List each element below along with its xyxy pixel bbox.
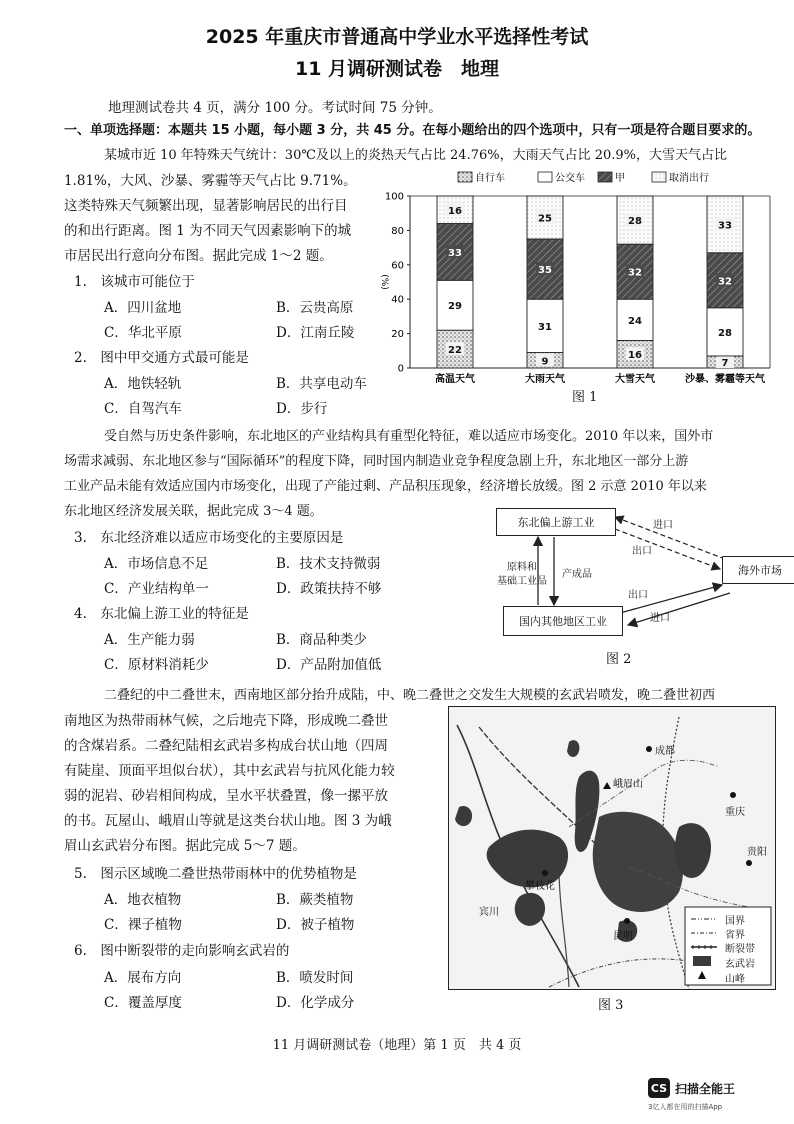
- passage3-line3: 的含煤岩系。二叠纪陆相玄武岩多构成台状山地（四周: [64, 738, 388, 754]
- passage3-line7: 眉山玄武岩分布图。据此完成 5～7 题。: [64, 838, 306, 854]
- q3-option-c: C．产业结构单一: [104, 581, 209, 597]
- q6-option-d: D．化学成分: [276, 995, 355, 1011]
- passage1-line1: 某城市近 10 年特殊天气统计：30℃及以上的炎热天气占比 24.76%，大雨天气占比 20.9%，大雪天气占比: [104, 148, 728, 163]
- city-dot-guiyang: [746, 860, 752, 866]
- q6-stem: 6. 图中断裂带的走向影响玄武岩的: [74, 943, 290, 959]
- label-export-bottom: 出口: [628, 590, 648, 601]
- passage2-line4: 东北地区经济发展关联，据此完成 3～4 题。: [64, 504, 323, 519]
- passage3-line6: 的书。瓦屋山、峨眉山等就是这类台状山地。图 3 为峨: [64, 813, 392, 829]
- bar-value-label: 28: [718, 327, 732, 339]
- box-domestic-other-industry: 国内其他地区工业: [503, 606, 623, 636]
- q1-stem: 1. 该城市可能位于: [74, 274, 195, 290]
- box-northeast-upstream-industry: 东北偏上游工业: [496, 508, 616, 536]
- q1-option-a: A．四川盆地: [104, 300, 182, 316]
- q3-stem: 3. 东北经济难以适应市场变化的主要原因是: [74, 530, 344, 546]
- bar-value-label: 35: [538, 265, 552, 277]
- label-import-top: 进口: [653, 520, 673, 531]
- y-tick-label: 80: [391, 225, 404, 237]
- bar-value-label: 33: [718, 220, 732, 232]
- bar-value-label: 25: [538, 213, 552, 225]
- bar-value-label: 29: [448, 301, 462, 313]
- q6-option-b: B．喷发时间: [276, 970, 354, 986]
- y-tick-label: 0: [397, 363, 404, 375]
- q5-option-a: A．地衣植物: [104, 892, 182, 908]
- figure3-caption: 图 3: [598, 998, 624, 1013]
- figure2-caption: 图 2: [606, 652, 632, 667]
- legend-swatch: [598, 172, 612, 182]
- q2-option-c: C．自驾汽车: [104, 401, 182, 417]
- y-axis-label: (%): [379, 274, 389, 290]
- arrow-export-top: [615, 529, 720, 569]
- y-tick-label: 100: [384, 191, 404, 203]
- q2-option-b: B．共享电动车: [276, 376, 367, 392]
- legend-label: 公交车: [555, 173, 585, 184]
- page-footer: 11 月调研测试卷（地理）第 1 页 共 4 页: [272, 1038, 522, 1053]
- passage2-line1: 受自然与历史条件影响，东北地区的产业结构具有重型化特征，难以适应市场变化。2010 年以来，国外市: [104, 429, 714, 444]
- q1-option-c: C．华北平原: [104, 325, 182, 341]
- passage3-line4: 有陡崖、顶面平坦似台状），其中玄武岩与抗风化能力较: [64, 763, 395, 779]
- legend-swatch: [538, 172, 552, 182]
- bar-value-label: 32: [628, 267, 642, 279]
- map-label-kunming: 昆明: [613, 931, 633, 942]
- q4-option-a: A．生产能力弱: [104, 632, 195, 648]
- label-import-bottom: 进口: [650, 613, 670, 624]
- legend-label: 取消出行: [669, 173, 709, 184]
- q5-option-b: B．蕨类植物: [276, 892, 354, 908]
- city-dot-chengdu: [646, 746, 652, 752]
- figure1-stacked-bar-chart: [370, 168, 780, 413]
- x-category-label: 大雪天气: [615, 374, 655, 385]
- bar-value-label: 22: [448, 345, 462, 357]
- bar-value-label: 16: [628, 350, 642, 362]
- q1-option-b: B．云贵高原: [276, 300, 354, 316]
- bar-value-label: 31: [538, 321, 552, 333]
- x-category-label: 高温天气: [435, 374, 475, 385]
- bar-value-label: 32: [718, 276, 732, 288]
- passage3-line2: 南地区为热带雨林气候，之后地壳下降，形成晚二叠世: [64, 713, 388, 729]
- scanner-watermark: [648, 1076, 788, 1116]
- legend-basalt: 玄武岩: [725, 959, 755, 970]
- figure1-caption: 图 1: [572, 390, 598, 405]
- map-label-chongqing: 重庆: [725, 807, 745, 818]
- bar-value-label: 28: [628, 216, 642, 228]
- city-dot-kunming: [624, 918, 630, 924]
- legend-swatch: [458, 172, 472, 182]
- x-category-label: 大雨天气: [525, 374, 565, 385]
- q6-option-c: C．覆盖厚度: [104, 995, 182, 1011]
- q5-option-c: C．裸子植物: [104, 917, 182, 933]
- passage1-line2: 1.81%，大风、沙暴、雾霾等天气占比 9.71%。: [64, 173, 357, 189]
- y-tick-label: 60: [391, 260, 404, 272]
- q3-option-d: D．政策扶持不够: [276, 581, 382, 597]
- bar-value-label: 16: [448, 205, 462, 217]
- exam-intro: 地理测试卷共 4 页，满分 100 分。考试时间 75 分钟。: [108, 100, 442, 116]
- label-finished-products: 产成品: [562, 569, 592, 580]
- map-label-binchuan: 宾川: [479, 907, 499, 918]
- city-dot-panzhihua: [542, 870, 548, 876]
- legend-label: 甲: [615, 173, 625, 184]
- q5-option-d: D．被子植物: [276, 917, 355, 933]
- map-label-chengdu: 成都: [655, 746, 675, 757]
- q6-option-a: A．展布方向: [104, 970, 182, 986]
- q2-option-a: A．地铁轻轨: [104, 376, 182, 392]
- figure3-map: [448, 706, 776, 990]
- q3-option-a: A．市场信息不足: [104, 556, 209, 572]
- map-label-guiyang: 贵阳: [747, 847, 767, 858]
- box-overseas-market: 海外市场: [722, 556, 794, 584]
- q5-stem: 5. 图示区域晚二叠世热带雨林中的优势植物是: [74, 866, 357, 882]
- legend-label: 自行车: [475, 173, 505, 184]
- q4-option-b: B．商品种类少: [276, 632, 367, 648]
- bar-value-label: 33: [448, 247, 462, 259]
- passage3-line5: 弱的泥岩、砂岩相间构成，呈水平状叠置，像一摞平放: [64, 788, 388, 804]
- legend-national-border: 国界: [725, 916, 745, 927]
- legend-fault: 断裂带: [725, 944, 755, 955]
- bar-value-label: 24: [628, 315, 642, 327]
- label-raw-materials-1: 原料和: [507, 562, 537, 573]
- q1-option-d: D．江南丘陵: [276, 325, 355, 341]
- exam-subtitle: 11 月调研测试卷 地理: [294, 58, 500, 80]
- section-heading: 一、单项选择题：本题共 15 小题，每小题 3 分，共 45 分。在每小题给出的四个选项中，只有一项是符合题目要求的。: [64, 123, 761, 138]
- q4-option-d: D．产品附加值低: [276, 657, 382, 673]
- q2-option-d: D．步行: [276, 401, 328, 417]
- passage1-line3: 这类特殊天气频繁出现，显著影响居民的出行目: [64, 198, 348, 214]
- y-tick-label: 40: [391, 294, 404, 306]
- q4-option-c: C．原材料消耗少: [104, 657, 209, 673]
- passage2-line3: 工业产品未能有效适应国内市场变化，出现了产能过剩、产品积压现象，经济增长放缓。图 2 示意 2010 年以来: [64, 479, 707, 494]
- label-raw-materials-2: 基础工业品: [497, 576, 547, 587]
- q4-stem: 4. 东北偏上游工业的特征是: [74, 606, 249, 622]
- scanner-sub: 3亿人都在用的扫描App: [648, 1103, 723, 1111]
- passage2-line2: 场需求减弱、东北地区参与“国际循环”的程度下降，同时国内制造业竞争程度急剧上升，东北地区一部分上游: [64, 454, 689, 469]
- bar-value-label: 7: [721, 357, 729, 369]
- passage1-line4: 的和出行距离。图 1 为不同天气因素影响下的城: [64, 223, 352, 239]
- bar-value-label: 9: [541, 356, 549, 368]
- q3-option-b: B．技术支持微弱: [276, 556, 381, 572]
- scanner-logo: CS: [648, 1078, 670, 1098]
- passage3-line1: 二叠纪的中二叠世末，西南地区部分抬升成陆，中、晚二叠世之交发生大规模的玄武岩喷发，晚二叠世初西: [104, 688, 716, 703]
- passage1-line5: 市居民出行意向分布图。据此完成 1～2 题。: [64, 248, 333, 264]
- map-label-panzhihua: 攀枝花: [525, 881, 555, 892]
- legend-peak: 山峰: [725, 974, 745, 985]
- exam-title: 2025 年重庆市普通高中学业水平选择性考试: [205, 26, 589, 48]
- x-category-label: 沙暴、雾霾等天气: [685, 374, 765, 385]
- map-label-emeishan: 峨眉山: [613, 779, 643, 790]
- city-dot-chongqing: [730, 792, 736, 798]
- scanner-name: 扫描全能王: [675, 1082, 736, 1096]
- legend-swatch: [652, 172, 666, 182]
- y-tick-label: 20: [391, 329, 404, 341]
- label-export-top: 出口: [632, 546, 652, 557]
- q2-stem: 2. 图中甲交通方式最可能是: [74, 350, 249, 366]
- legend-province-border: 省界: [725, 930, 745, 941]
